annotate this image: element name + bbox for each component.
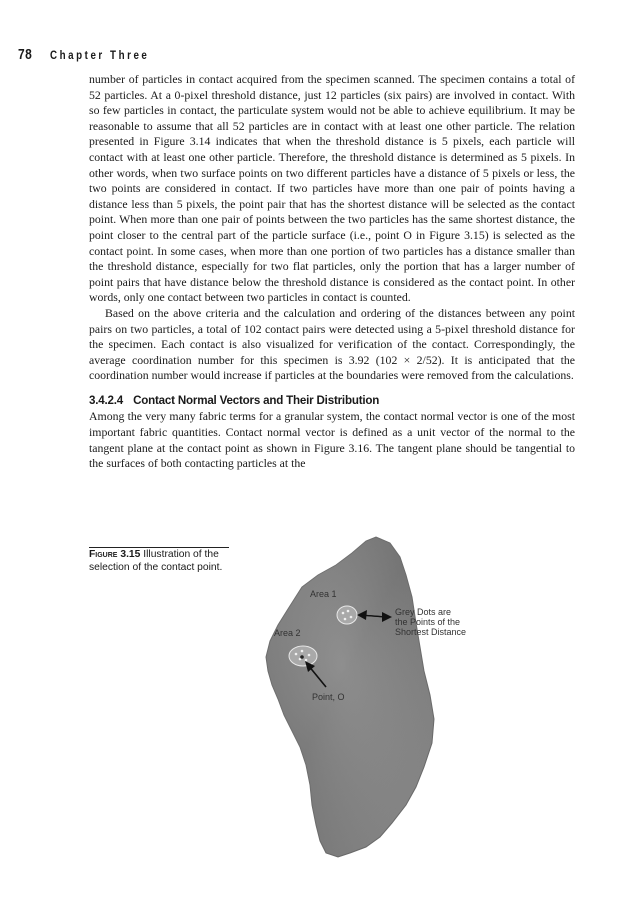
area-1-region [337, 606, 357, 624]
section-heading [89, 393, 575, 409]
section-paragraph: Among the very many fabric terms for a granular system, the contact normal vector is one of the most important fabric quantities. Contact normal vector is defined as a unit vector of the normal to the tangent plane at the contact point as shown in Figure 3.16. The tangent plane should be tangential to the surfaces of both contacting particles at the [89, 409, 575, 471]
section-number: 3.4.2.4 [89, 393, 124, 407]
body-text [89, 72, 575, 472]
paragraph-2: Based on the above criteria and the calculation and ordering of the distances between any point pairs on two particles, a total of 102 contact pairs were detected using a 5-pixel threshold distance for the specimen. Each contact is also visualized for verification of the contact. Correspondingly, the average coordination number for this specimen is 3.92 (102 × 2/52). It is anticipated that the coordination number would increase if particles at the boundaries were removed from the calculations. [89, 305, 575, 383]
label-area-2: Area 2 [274, 628, 301, 638]
figure-caption [89, 549, 229, 574]
chapter-title: Chapter Three [49, 50, 150, 62]
figure-3-15 [240, 535, 500, 865]
figure-label [89, 549, 140, 560]
label-dots-line3: Shortest Distance [395, 627, 467, 637]
particle-illustration [240, 535, 500, 865]
figure-label-word: Figure [89, 549, 118, 560]
section-title: Contact Normal Vectors and Their Distribution [133, 393, 380, 407]
point-o [300, 655, 304, 659]
running-head [18, 46, 167, 63]
caption-rule [89, 547, 229, 548]
label-point-o: Point, O [312, 692, 345, 702]
figure-number: 3.15 [120, 549, 141, 560]
figure-caption-text: Illustration of the selection of the contact point. [89, 549, 223, 573]
label-area-1: Area 1 [310, 589, 337, 599]
paragraph-1: number of particles in contact acquired from the specimen scanned. The specimen contains a total of 52 particles. At a 0-pixel threshold distance, just 12 particles (six pairs) are involved in contact. With so few particles in contact, the particulate system would not be able to achieve equilibrium. It may be reasonable to assume that all 52 particles are in contact with at least one other particle. The relation presented in Figure 3.14 indicates that when the threshold distance is 5 pixels, each particle will contact with at least one other particle. Therefore, the threshold distance is determined as 5 pixels. In other words, when two surface points on two different particles have a distance of 5 pixels or less, the two points are considered in contact. If two particles have more than one pair of points having a distance less than 5 pixels, the point pair that has the shortest distance will be selected as the contact point. When more than one pair of points between the two particles has the same shortest distance, the point closer to the central part of the particle surface (i.e., point O in Figure 3.15) is selected as the contact point. In some cases, when more than one portion of two particles has a distance smaller than the threshold distance, especially for two flat particles, only the portion that has a larger number of point pairs that have distance below the threshold distance is considered as the contact point. In other words, only one contact between two particles in contact is counted. [89, 72, 575, 305]
page-number: 78 [18, 46, 33, 63]
label-dots-line1: Grey Dots are [395, 607, 452, 617]
label-dots-line2: the Points of the [395, 617, 461, 627]
